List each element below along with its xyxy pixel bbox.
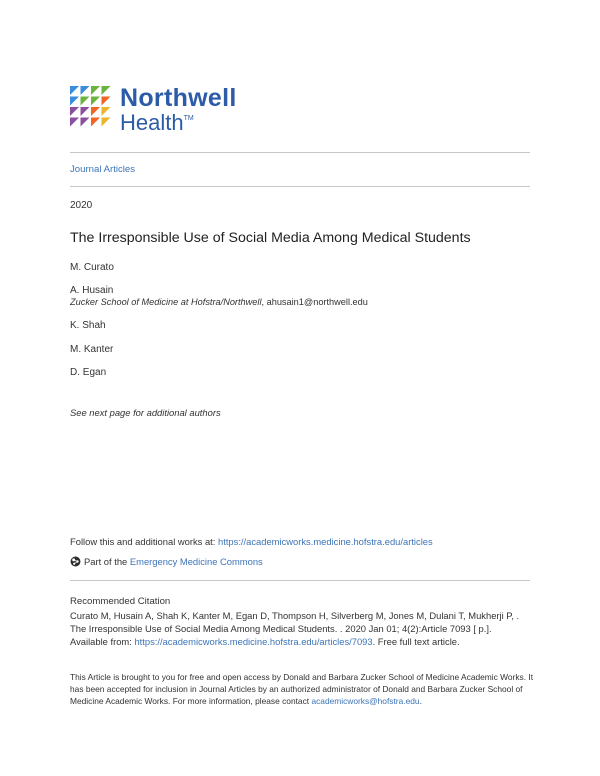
logo-triangle (81, 97, 90, 106)
available-suffix: . Free full text article. (372, 636, 460, 648)
additional-authors-note: See next page for additional authors (70, 407, 221, 418)
journal-articles-link[interactable]: Journal Articles (70, 164, 136, 175)
logo-triangle (102, 118, 111, 127)
logo-triangle (70, 107, 79, 116)
footer-text: This Article is brought to you for free and open access by Donald and Barbara Zucker School of Medicine Academic Works. It has been accepted for inclusion in Journal Articles by an authorized administrator of Donald and Barbara Zucker School of Medicine Academic Works. For more information, please contact (70, 672, 534, 707)
author-name: K. Shah (70, 320, 106, 331)
logo-triangle (70, 86, 79, 95)
available-from-label: Available from: (70, 636, 132, 648)
logo-triangle (91, 86, 100, 95)
logo-triangle (70, 97, 79, 106)
logo-line-1: Northwell (120, 84, 237, 112)
citation-heading: Recommended Citation (70, 596, 171, 607)
author-email: ahusain1@northwell.edu (266, 297, 368, 307)
northwell-health-logo (70, 84, 237, 135)
citation-line-2: The Irresponsible Use of Social Media Among Medical Students. . 2020 Jan 01; 4(2):Article 7093 [ p.]. (70, 623, 492, 635)
author-name: M. Curato (70, 262, 114, 273)
author-affiliation: Zucker School of Medicine at Hofstra/Northwell (70, 297, 262, 307)
footer-notice: This Article is brought to you for free and open access by Donald and Barbara Zucker School of Medicine Academic Works. It has been accepted for inclusion in Journal Articles by an authorized administrator of Donald and Barbara Zucker School of Medicine Academic Works. For more information, please contact academicworks@hofstra.edu. (70, 672, 534, 707)
network-icon (70, 556, 81, 567)
publication-year: 2020 (70, 200, 93, 211)
author-name: A. Husain (70, 285, 114, 296)
logo-triangle (102, 97, 111, 106)
logo-triangle (91, 107, 100, 116)
logo-line-2: Health (120, 110, 184, 135)
logo-triangle (102, 86, 111, 95)
author-name: M. Kanter (70, 344, 114, 355)
logo-trademark: TM (183, 115, 194, 122)
divider (70, 186, 530, 187)
logo-triangle (81, 86, 90, 95)
article-url-link[interactable]: https://academicworks.medicine.hofstra.edu/articles/7093 (134, 636, 373, 648)
logo-triangle (91, 118, 100, 127)
logo-triangle (91, 97, 100, 106)
author-affiliation-line: Zucker School of Medicine at Hofstra/Northwell, ahusain1@northwell.edu (70, 297, 368, 307)
follow-line (70, 536, 433, 547)
northwell-logo-icon (70, 86, 114, 130)
part-of-line (70, 556, 263, 567)
citation-block (70, 609, 540, 649)
divider (70, 580, 530, 581)
follow-prefix: Follow this and additional works at: (70, 536, 216, 547)
citation-line-1: Curato M, Husain A, Shah K, Kanter M, Egan D, Thompson H, Silverberg M, Jones M, Dulani T, Mukherji P, . (70, 610, 520, 621)
contact-email-link[interactable]: academicworks@hofstra.edu (311, 696, 420, 707)
logo-triangle (102, 107, 111, 116)
logo-triangle (81, 107, 90, 116)
author-name: D. Egan (70, 367, 107, 378)
logo-triangle (81, 118, 90, 127)
logo-triangle (70, 118, 79, 127)
article-title: The Irresponsible Use of Social Media Among Medical Students (70, 230, 471, 246)
part-of-prefix: Part of the (84, 556, 128, 567)
emergency-medicine-commons-link[interactable]: Emergency Medicine Commons (129, 556, 263, 567)
divider (70, 152, 530, 153)
articles-url-link[interactable]: https://academicworks.medicine.hofstra.edu/articles (218, 536, 433, 547)
